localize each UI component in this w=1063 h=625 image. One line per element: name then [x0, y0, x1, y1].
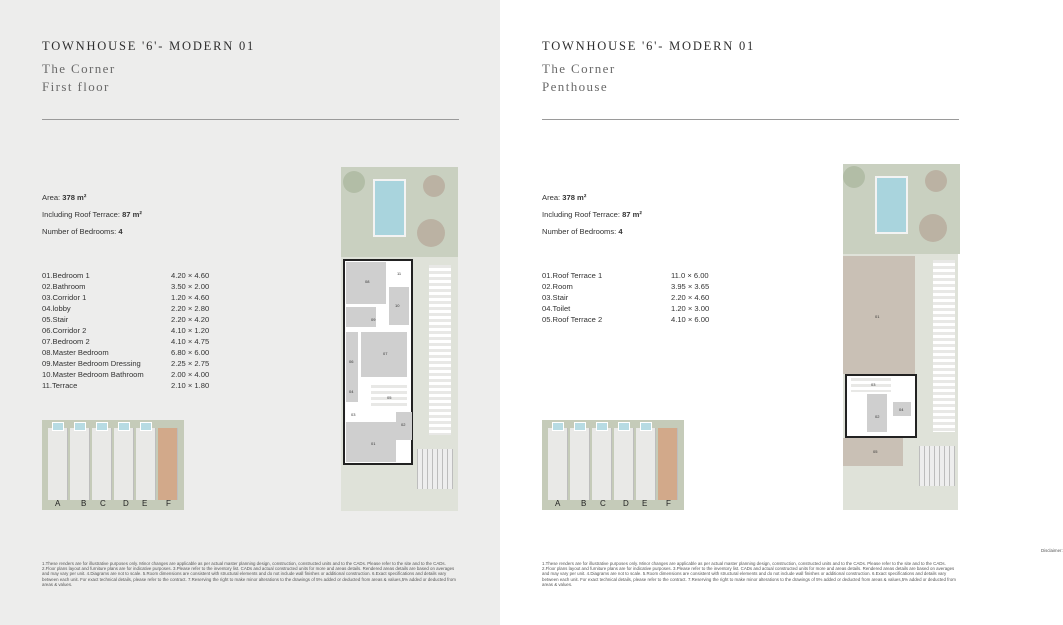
plan-label: 05 — [873, 449, 878, 454]
site-key-plan — [542, 420, 684, 510]
plan-label: 03 — [871, 382, 876, 387]
lot-letter: F — [166, 499, 171, 508]
lot — [70, 428, 90, 500]
area-summary — [42, 193, 142, 244]
list-item: 02.Room 3.95 × 3.65 — [542, 282, 710, 291]
penthouse-page — [500, 0, 1063, 625]
lot-letter: E — [642, 499, 648, 508]
list-item: 02.Bathroom 3.50 × 2.00 — [42, 282, 210, 291]
lot-letter: B — [581, 499, 587, 508]
site-key-plan — [42, 420, 184, 510]
plan-label: 01 — [371, 441, 376, 446]
first-floor-plan — [341, 167, 458, 511]
disclaimer-heading: Disclaimer: — [1041, 548, 1063, 553]
lot-letter: E — [142, 499, 148, 508]
first-floor-page — [0, 0, 500, 625]
room-schedule — [542, 270, 721, 325]
plan-label: 06 — [349, 359, 354, 364]
area-row: Area: 378 m² — [42, 193, 87, 202]
plan-label: 01 — [875, 314, 880, 319]
pool — [574, 422, 586, 431]
lot-letter: F — [666, 499, 671, 508]
list-item: 10.Master Bedroom Bathroom 2.00 × 4.00 — [42, 370, 210, 379]
disclaimer: 1.These renders are for illustrative purposes only. Minor changes are applicable as per actual master planning design, construction, constructed units and to the CADs. Please refer to the site and to the CADs. 2.Floor plans layout and furniture plans are for indicative purposes. 3.Please refer to the inventory list. CADs and actual constructed units for more and areas details. Rendered areas details are based on averages and may vary per unit. 4.Diagrams are not to scale. 5.Room dimensions are consistent with structural elements and do not include wall finishes or additional construction. 6.Exact specifications and details vary between each unit. For exact technical details, please refer to the contract. 7.Reserving the right to make minor alterations to the drawings of 5% added or deducted from areas & values,5% added or deducted from areas & values. — [42, 561, 456, 587]
pergola — [417, 449, 453, 489]
list-item: 11.Terrace 2.10 × 1.80 — [42, 381, 210, 390]
pool — [552, 422, 564, 431]
plan-label: 09 — [371, 317, 376, 322]
highlighted-lot — [658, 428, 678, 500]
pool — [118, 422, 130, 431]
plan-label: 08 — [365, 279, 370, 284]
list-item: 05.Stair 2.20 × 4.20 — [42, 315, 210, 324]
lot-letter: D — [123, 499, 129, 508]
pool — [596, 422, 608, 431]
tree — [423, 175, 445, 197]
page-title: TOWNHOUSE '6'- MODERN 01 — [542, 39, 756, 53]
floor-name: First floor — [42, 79, 110, 94]
lot-letter: B — [81, 499, 87, 508]
pool — [618, 422, 630, 431]
list-item: 04.lobby 2.20 × 2.80 — [42, 304, 210, 313]
highlighted-lot — [158, 428, 178, 500]
plan-label: 02 — [875, 414, 880, 419]
side-path — [933, 260, 955, 432]
pool — [74, 422, 86, 431]
divider — [42, 119, 459, 120]
list-item: 09.Master Bedroom Dressing 2.25 × 2.75 — [42, 359, 210, 368]
tree — [919, 214, 947, 242]
list-item: 01.Bedroom 1 4.20 × 4.60 — [42, 271, 210, 280]
plan-label: 04 — [899, 407, 904, 412]
lot-letters — [542, 499, 684, 511]
lot — [136, 428, 156, 500]
lot — [114, 428, 134, 500]
pool — [140, 422, 152, 431]
lot — [92, 428, 112, 500]
lot-letter: C — [100, 499, 106, 508]
divider — [542, 119, 959, 120]
pool — [373, 179, 406, 237]
area-row: Area: 378 m² — [542, 193, 587, 202]
lot — [614, 428, 634, 500]
list-item: 08.Master Bedroom 6.80 × 6.00 — [42, 348, 210, 357]
terrace-row: Including Roof Terrace: 87 m² — [542, 210, 642, 219]
list-item: 05.Roof Terrace 2 4.10 × 6.00 — [542, 315, 710, 324]
lot-letter: D — [623, 499, 629, 508]
pool — [52, 422, 64, 431]
list-item: 07.Bedroom 2 4.10 × 4.75 — [42, 337, 210, 346]
area-summary — [542, 193, 642, 244]
page-title: TOWNHOUSE '6'- MODERN 01 — [42, 39, 256, 53]
bedrooms-row: Number of Bedrooms: 4 — [42, 227, 123, 236]
pool — [875, 176, 908, 234]
list-item: 04.Toilet 1.20 × 3.00 — [542, 304, 710, 313]
lot — [570, 428, 590, 500]
pool — [96, 422, 108, 431]
tree — [343, 171, 365, 193]
lot-letters — [42, 499, 184, 511]
lot — [48, 428, 68, 500]
terrace-row: Including Roof Terrace: 87 m² — [42, 210, 142, 219]
lot-letter: A — [555, 499, 561, 508]
list-item: 06.Corridor 2 4.10 × 1.20 — [42, 326, 210, 335]
plan-label: 04 — [349, 389, 354, 394]
lot-letter: A — [55, 499, 61, 508]
bedrooms-row: Number of Bedrooms: 4 — [542, 227, 623, 236]
plan-label: 11 — [397, 271, 402, 276]
disclaimer: 1.These renders are for illustrative purposes only. Minor changes are applicable as per actual master planning design, construction, constructed units and to the CADs. Please refer to the site and to the CADs. 2.Floor plans layout and furniture plans are for indicative purposes. 3.Please refer to the inventory list. CADs and actual constructed units for more and areas details. Rendered areas details are based on averages and may vary per unit. 4.Diagrams are not to scale. 5.Room dimensions are consistent with structural elements and do not include wall finishes or additional construction. 6.Exact specifications and details vary between each unit. For exact technical details, please refer to the contract. 7.Reserving the right to make minor alterations to the drawings of 5% added or deducted from areas & values,5% added or deducted from areas & values. — [542, 561, 956, 587]
room-02 — [867, 394, 887, 432]
room-schedule — [42, 270, 221, 391]
tree — [925, 170, 947, 192]
lot — [548, 428, 568, 500]
list-item: 03.Corridor 1 1.20 × 4.60 — [42, 293, 210, 302]
lot-letter: C — [600, 499, 606, 508]
unit-name: The Corner — [542, 61, 616, 76]
plan-label: 03 — [351, 412, 356, 417]
plan-label: 02 — [401, 422, 406, 427]
unit-name: The Corner — [42, 61, 116, 76]
tree — [417, 219, 445, 247]
list-item: 03.Stair 2.20 × 4.60 — [542, 293, 710, 302]
plan-label: 07 — [383, 351, 388, 356]
plan-label: 10 — [395, 303, 400, 308]
pergola — [919, 446, 955, 486]
list-item: 01.Roof Terrace 1 11.0 × 6.00 — [542, 271, 709, 280]
lot — [636, 428, 656, 500]
side-path — [429, 265, 451, 435]
plan-label: 05 — [387, 395, 392, 400]
floor-name: Penthouse — [542, 79, 609, 94]
lot — [592, 428, 612, 500]
tree — [843, 166, 865, 188]
penthouse-plan — [843, 164, 958, 510]
pool — [640, 422, 652, 431]
